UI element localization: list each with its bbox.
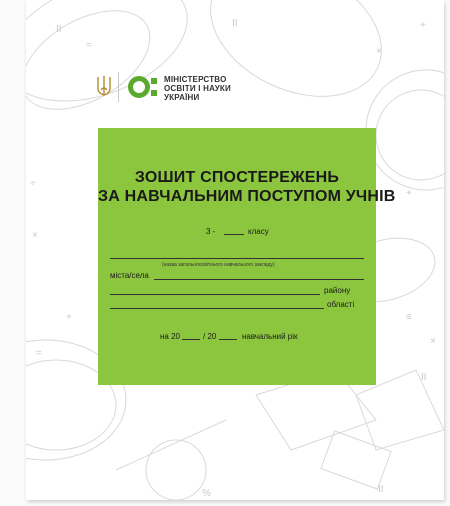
title-line-1: ЗОШИТ СПОСТЕРЕЖЕНЬ: [134, 169, 340, 186]
svg-text:×: ×: [32, 230, 38, 241]
title-line-2: ЗА НАВЧАЛЬНИМ ПОСТУПОМ УЧНІВ: [98, 188, 396, 205]
city-blank: [154, 279, 364, 280]
ministry-line-2: ОСВІТИ І НАУКИ: [164, 84, 231, 93]
svg-text:+: +: [420, 20, 426, 31]
svg-text:+: +: [66, 312, 72, 323]
class-prefix: 3 -: [206, 227, 216, 236]
svg-text:≡: ≡: [406, 312, 412, 323]
ministry-logo-icon: [128, 72, 158, 102]
svg-text:%: %: [202, 488, 211, 499]
logo-divider: [118, 72, 119, 102]
svg-text:÷: ÷: [30, 178, 36, 189]
district-label: району: [324, 286, 351, 295]
ministry-name: [164, 75, 274, 102]
district-blank: [110, 294, 320, 295]
institution-caption: (назва загальноосвітнього навчального закладу): [162, 262, 275, 268]
svg-text:II: II: [232, 18, 238, 29]
notebook-cover: [26, 0, 444, 500]
svg-text:×: ×: [430, 336, 436, 347]
svg-text:II: II: [421, 372, 427, 383]
year-middle: / 20: [203, 332, 217, 341]
svg-text:II: II: [56, 24, 62, 35]
trident-icon: [96, 74, 112, 98]
svg-text:=: =: [36, 348, 42, 359]
region-blank: [110, 308, 324, 309]
year-end-blank: [219, 339, 237, 340]
svg-text:II: II: [378, 484, 384, 495]
cover-title: [98, 168, 396, 206]
year-prefix: на 20: [160, 332, 180, 341]
svg-text:×: ×: [376, 46, 382, 57]
class-suffix: класу: [248, 227, 269, 236]
ministry-line-3: УКРАЇНИ: [164, 93, 200, 102]
year-suffix: навчальний рік: [242, 332, 298, 341]
city-label: міста/села: [110, 271, 149, 280]
svg-text:+: +: [406, 188, 412, 199]
class-blank: [224, 234, 244, 235]
ministry-line-1: МІНІСТЕРСТВО: [164, 75, 227, 84]
svg-text:=: =: [86, 40, 92, 51]
title-panel: [98, 128, 396, 385]
region-label: області: [327, 300, 355, 309]
year-start-blank: [182, 339, 200, 340]
institution-blank: [110, 258, 364, 259]
